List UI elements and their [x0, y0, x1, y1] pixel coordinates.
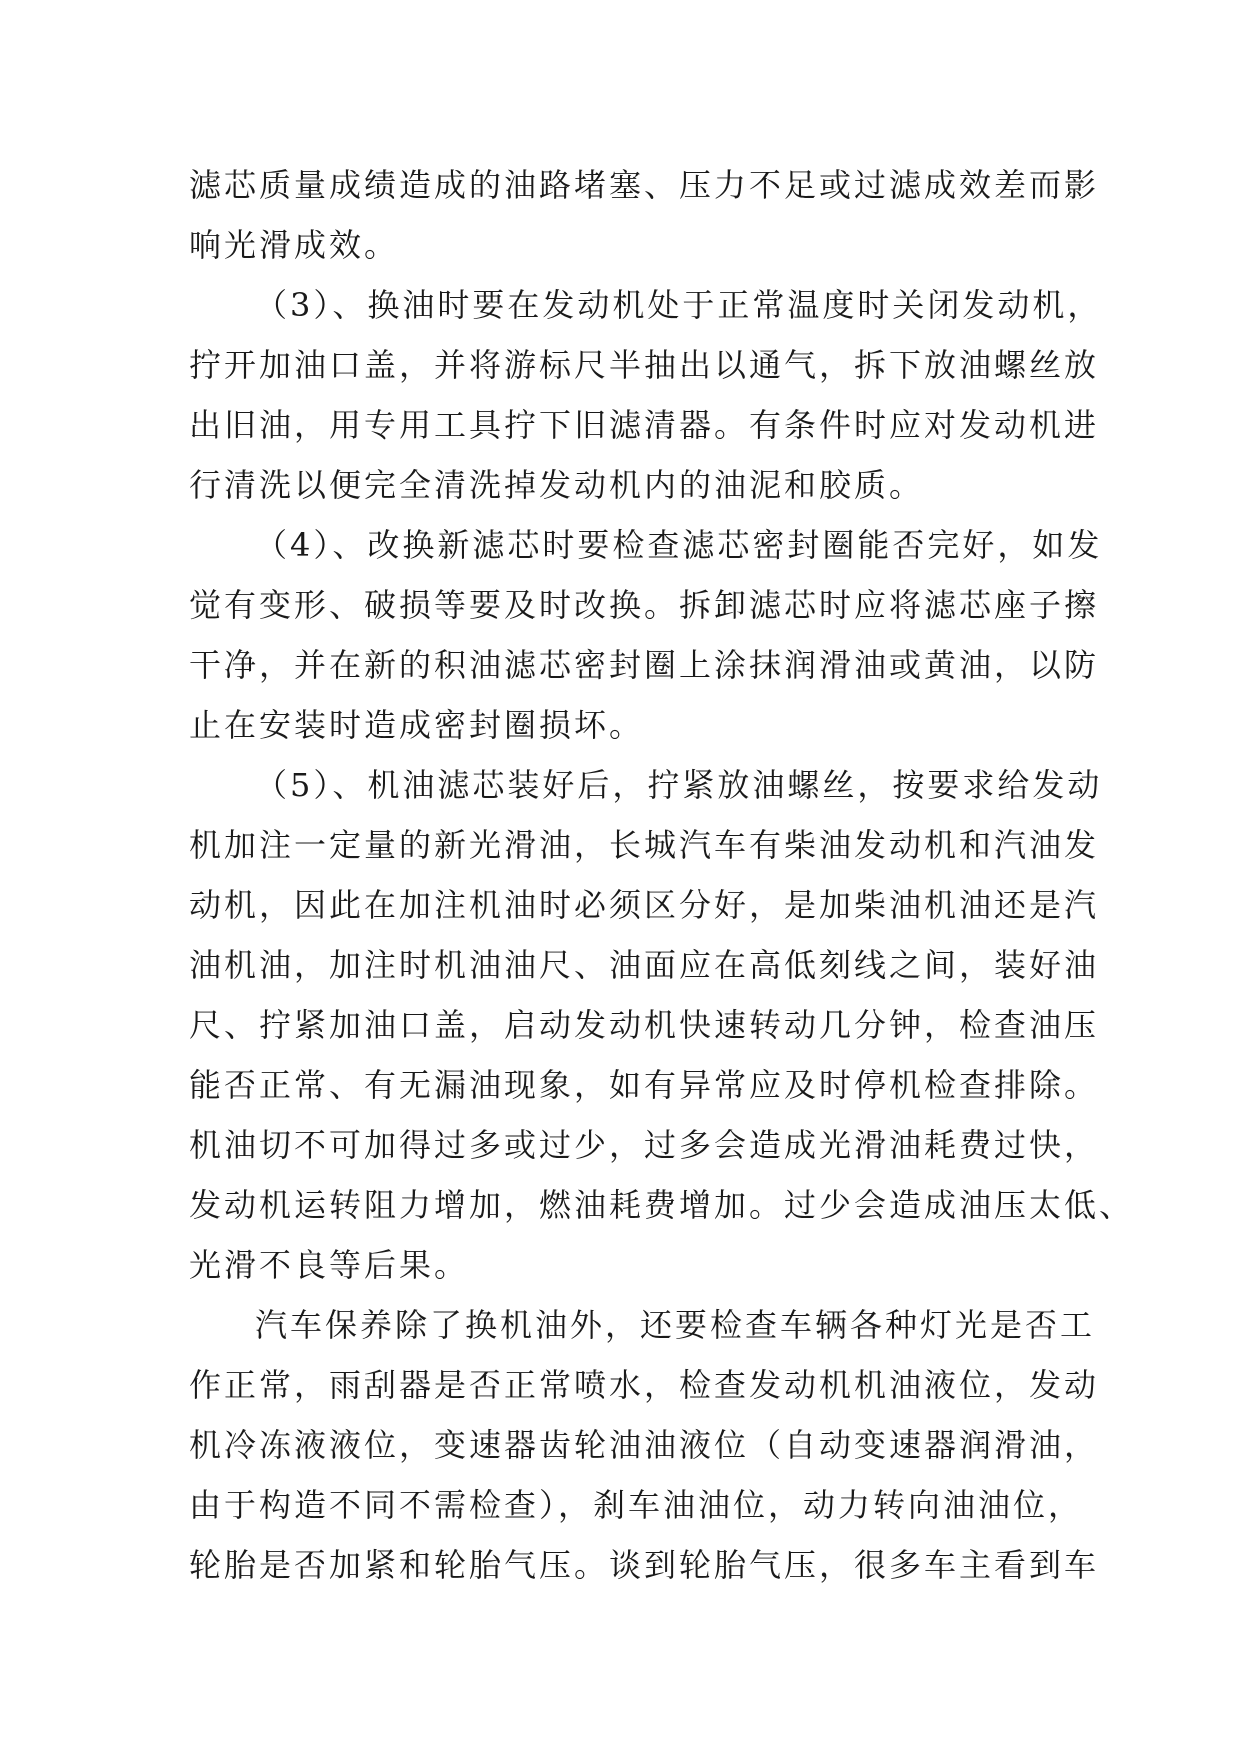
text-line: 能否正常、有无漏油现象，如有异常应及时停机检查排除。 [189, 1066, 1100, 1104]
text-line: 行清洗以便完全清洗掉发动机内的油泥和胶质。 [189, 466, 925, 504]
paragraph-start-line: （5）、机油滤芯装好后，拧紧放油螺丝，按要求给发动 [255, 766, 1103, 804]
text-line: 轮胎是否加紧和轮胎气压。谈到轮胎气压，很多车主看到车 [189, 1546, 1100, 1584]
text-line: 滤芯质量成绩造成的油路堵塞、压力不足或过滤成效差而影 [189, 166, 1100, 204]
paragraph-start-line: （3）、换油时要在发动机处于正常温度时关闭发动机， [255, 286, 1103, 324]
text-line: 由于构造不同不需检查），刹车油油位，动力转向油油位， [189, 1486, 1084, 1524]
text-line: 机冷冻液液位，变速器齿轮油油液位（自动变速器润滑油， [189, 1426, 1100, 1464]
text-line: 觉有变形、破损等要及时改换。拆卸滤芯时应将滤芯座子擦 [189, 586, 1100, 624]
text-line: 出旧油，用专用工具拧下旧滤清器。有条件时应对发动机进 [189, 406, 1100, 444]
paragraph-start-line: （4）、改换新滤芯时要检查滤芯密封圈能否完好，如发 [255, 526, 1103, 564]
text-line: 作正常，雨刮器是否正常喷水，检查发动机机油液位，发动 [189, 1366, 1100, 1404]
text-line: 尺、拧紧加油口盖，启动发动机快速转动几分钟，检查油压 [189, 1006, 1100, 1044]
text-line: 机加注一定量的新光滑油，长城汽车有柴油发动机和汽油发 [189, 826, 1100, 864]
text-line: 机油切不可加得过多或过少，过多会造成光滑油耗费过快， [189, 1126, 1100, 1164]
text-line: 止在安装时造成密封圈损坏。 [189, 706, 645, 744]
text-line: 响光滑成效。 [189, 226, 400, 264]
paragraph-start-line: 汽车保养除了换机油外，还要检查车辆各种灯光是否工 [255, 1306, 1096, 1344]
document-body [189, 155, 1135, 1595]
text-line: 光滑不良等后果。 [189, 1246, 470, 1284]
text-line: 发动机运转阻力增加，燃油耗费增加。过少会造成油压太低、 [189, 1186, 1135, 1224]
text-line: 干净，并在新的积油滤芯密封圈上涂抹润滑油或黄油，以防 [189, 646, 1100, 684]
text-line: 油机油，加注时机油油尺、油面应在高低刻线之间，装好油 [189, 946, 1100, 984]
text-line: 拧开加油口盖，并将游标尺半抽出以通气，拆下放油螺丝放 [189, 346, 1100, 384]
text-line: 动机，因此在加注机油时必须区分好，是加柴油机油还是汽 [189, 886, 1100, 924]
